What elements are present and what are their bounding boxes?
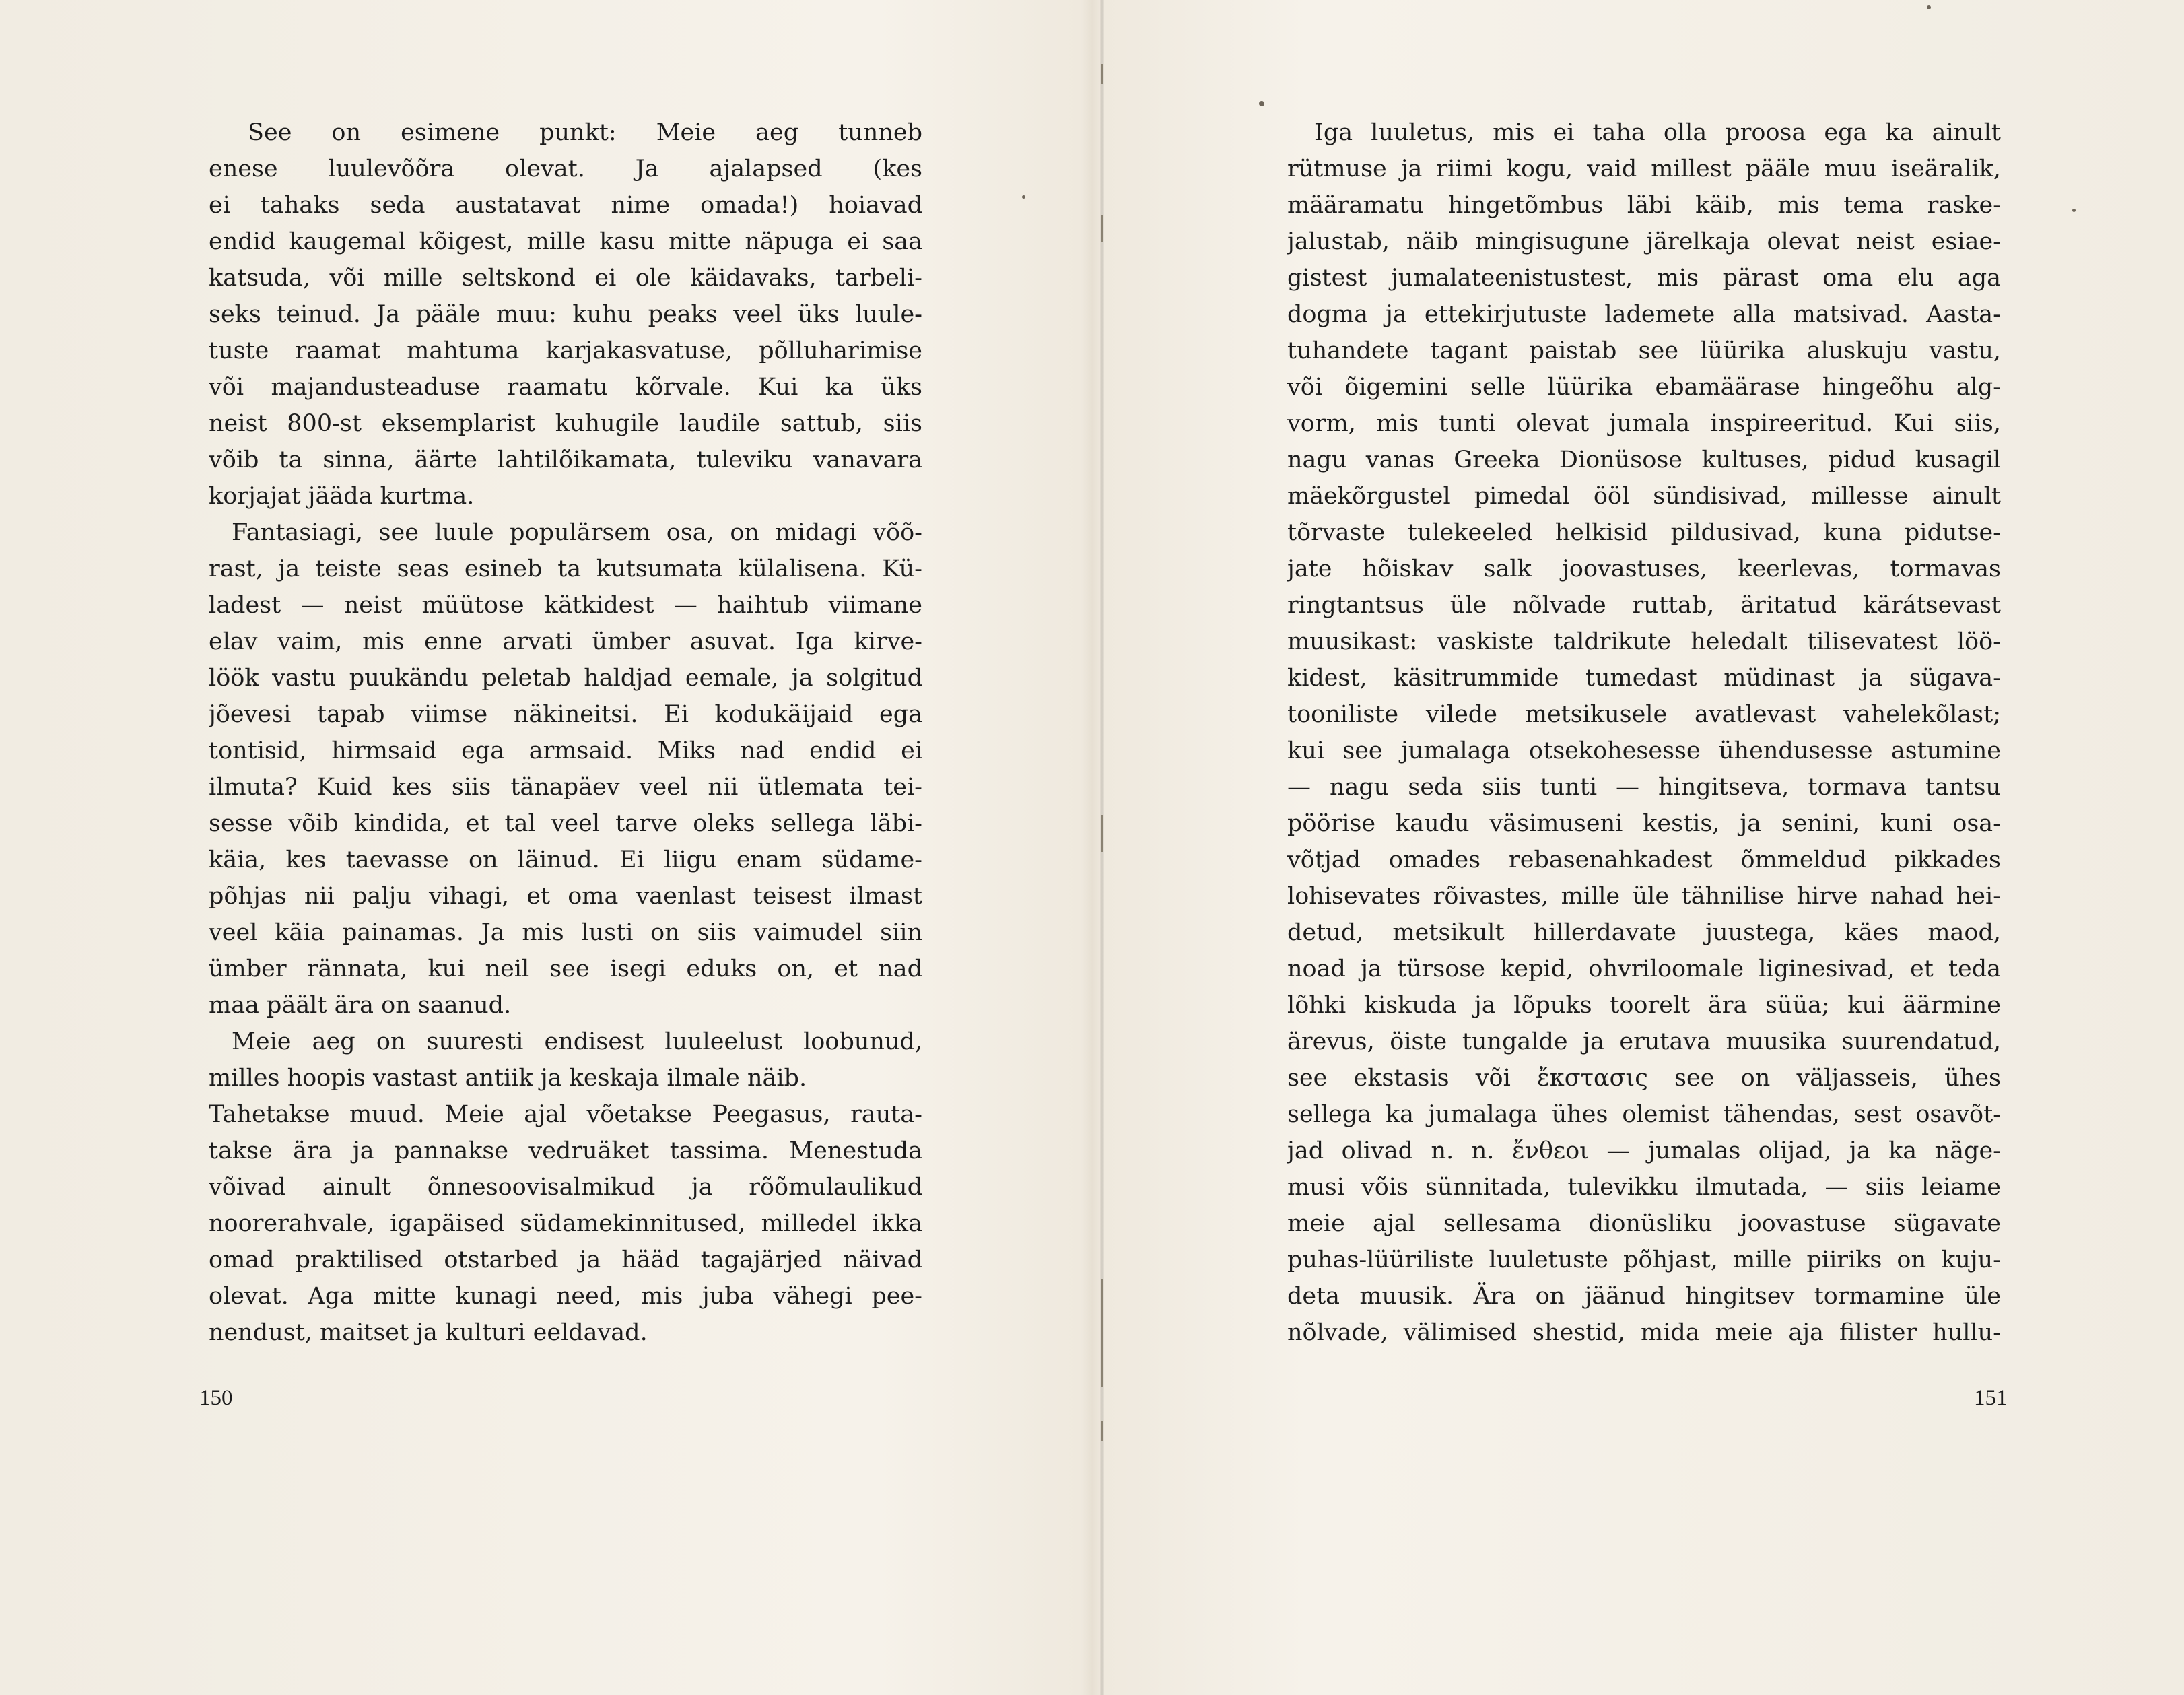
text-line: dogma ja ettekirjutuste lademete alla matsivad. Aasta- [1287, 301, 2001, 328]
text-line: olevat. Aga mitte kunagi need, mis juba vähegi pee- [209, 1283, 922, 1310]
text-line: neist 800-st eksemplarist kuhugile laudile sattub, siis [209, 410, 922, 437]
text-line: detud, metsikult hillerdavate juustega, käes maod, [1287, 919, 2001, 946]
binding-thread [1101, 815, 1103, 852]
text-line: vorm, mis tunti olevat jumala inspireeritud. Kui siis, [1287, 410, 2001, 437]
binding-thread [1101, 64, 1103, 84]
right-page-text [1287, 114, 2001, 1351]
text-line: jad olivad n. n. ἔνθεοι — jumalas olijad, ja ka näge- [1287, 1137, 2001, 1164]
text-line: takse ära ja pannakse vedruäket tassima. Menestuda [209, 1137, 922, 1164]
paper-speck [1259, 101, 1264, 106]
text-line: tuhandete tagant paistab see lüürika aluskuju vastu, [1287, 337, 2001, 364]
text-line: põhjas nii palju vihagi, et oma vaenlast teisest ilmast [209, 883, 922, 910]
text-line: jalustab, näib mingisugune järelkaja olevat neist esiae- [1287, 228, 2001, 255]
text-line: käia, kes taevasse on läinud. Ei liigu enam südame- [209, 846, 922, 873]
text-line: omad praktilised otstarbed ja hääd tagajärjed näivad [209, 1247, 922, 1273]
text-line: tuste raamat mahtuma karjakasvatuse, põlluharimise [209, 337, 922, 364]
text-line: seks teinud. Ja pääle muu: kuhu peaks veel üks luule- [209, 301, 922, 328]
text-line: nõlvade, välimised shestid, mida meie aja filister hullu- [1287, 1319, 2001, 1346]
paper-speck [1927, 5, 1931, 9]
text-line: ilmuta? Kuid kes siis tänapäev veel nii ütlemata tei- [209, 774, 922, 801]
text-line: sellega ka jumalaga ühes olemist tähendas, sest osavõt- [1287, 1101, 2001, 1128]
text-line: tontisid, hirmsaid ega armsaid. Miks nad endid ei [209, 737, 922, 764]
text-line: puhas-lüüriliste luuletuste põhjast, mille piiriks on kuju- [1287, 1247, 2001, 1273]
left-page-text [209, 114, 922, 1351]
text-line: nendust, maitset ja kulturi eeldavad. [209, 1319, 648, 1346]
text-line: enese luulevõõra olevat. Ja ajalapsed (kes [209, 156, 922, 182]
text-line: gistest jumalateenistustest, mis pärast oma elu aga [1287, 265, 2001, 292]
text-line: — nagu seda siis tunti — hingitseva, tormava tantsu [1287, 774, 2001, 801]
text-line: ladest — neist müütose kätkidest — haihtub viimane [209, 592, 922, 619]
text-line: Meie aeg on suuresti endisest luuleelust loobunud, [232, 1028, 922, 1055]
text-line: elav vaim, mis enne arvati ümber asuvat. Iga kirve- [209, 628, 922, 655]
text-line: võib ta sinna, äärte lahtilõikamata, tuleviku vanavara [209, 446, 922, 473]
text-line: ärevus, öiste tungalde ja erutava muusika suurendatud, [1287, 1028, 2001, 1055]
text-line: mäekõrgustel pimedal ööl sündisivad, millesse ainult [1287, 483, 2001, 510]
text-line: ümber rännata, kui neil see isegi eduks on, et nad [209, 956, 922, 983]
text-line: võivad ainult õnnesoovisalmikud ja rõõmulaulikud [209, 1174, 922, 1201]
text-line: ei tahaks seda austatavat nime omada!) hoiavad [209, 192, 922, 219]
text-line: määramatu hingetõmbus läbi käib, mis tema raske- [1287, 192, 2001, 219]
text-line: sesse võib kindida, et tal veel tarve oleks sellega läbi- [209, 810, 922, 837]
text-line: tõrvaste tulekeeled helkisid pildusivad, kuna pidutse- [1287, 519, 2001, 546]
text-line: ringtantsus üle nõlvade ruttab, äritatud kärátsevast [1287, 592, 2001, 619]
text-line: lohisevates rõivastes, mille üle tähnilise hirve nahad hei- [1287, 883, 2001, 910]
page-number-right: 151 [1974, 1386, 2008, 1410]
text-line: meie ajal sellesama dionüsliku joovastuse sügavate [1287, 1210, 2001, 1237]
text-line: See on esimene punkt: Meie aeg tunneb [248, 119, 922, 146]
text-line: veel käia painamas. Ja mis lusti on siis vaimudel siin [209, 919, 922, 946]
text-line: kui see jumalaga otsekohesesse ühendusesse astumine [1287, 737, 2001, 764]
text-line: milles hoopis vastast antiik ja keskaja ilmale näib. [209, 1065, 807, 1092]
text-line: või majandusteaduse raamatu kõrvale. Kui ka üks [209, 374, 922, 401]
paper-speck [1022, 195, 1025, 199]
text-line: deta muusik. Ära on jäänud hingitsev tormamine üle [1287, 1283, 2001, 1310]
binding-thread [1101, 215, 1103, 242]
text-line: rast, ja teiste seas esineb ta kutsumata külalisena. Kü- [209, 556, 922, 583]
paper-speck [2072, 209, 2076, 212]
text-line: see ekstasis või ἔκστασις see on väljasseis, ühes [1287, 1065, 2001, 1092]
text-line: Tahetakse muud. Meie ajal võetakse Peegasus, rauta- [209, 1101, 922, 1128]
text-line: võtjad omades rebasenahkadest õmmeldud pikkades [1287, 846, 2001, 873]
text-line: kidest, käsitrummide tumedast müdinast ja sügava- [1287, 665, 2001, 692]
text-line: nagu vanas Greeka Dionüsose kultuses, pidud kusagil [1287, 446, 2001, 473]
binding-thread [1101, 1421, 1103, 1441]
page-number-left: 150 [199, 1386, 233, 1410]
text-line: Iga luuletus, mis ei taha olla proosa ega ka ainult [1314, 119, 2001, 146]
text-line: jate hõiskav salk joovastuses, keerlevas, tormavas [1287, 556, 2001, 583]
text-line: Fantasiagi, see luule populärsem osa, on midagi võõ- [232, 519, 922, 546]
text-line: musi võis sünnitada, tulevikku ilmutada, — siis leiame [1287, 1174, 2001, 1201]
text-line: noad ja türsose kepid, ohvriloomale liginesivad, et teda [1287, 956, 2001, 983]
text-line: jõevesi tapab viimse näkineitsi. Ei kodukäijaid ega [209, 701, 922, 728]
binding-thread [1101, 1279, 1103, 1387]
text-line: või õigemini selle lüürika ebamäärase hingeõhu alg- [1287, 374, 2001, 401]
text-line: muusikast: vaskiste taldrikute heledalt tilisevatest löö- [1287, 628, 2001, 655]
text-line: lõhki kiskuda ja lõpuks toorelt ära süüa; kui äärmine [1287, 992, 2001, 1019]
text-line: endid kaugemal kõigest, mille kasu mitte näpuga ei saa [209, 228, 922, 255]
text-line: löök vastu puukändu peletab haldjad eemale, ja solgitud [209, 665, 922, 692]
text-line: pöörise kaudu väsimuseni kestis, ja senini, kuni osa- [1287, 810, 2001, 837]
text-line: katsuda, või mille seltskond ei ole käidavaks, tarbeli- [209, 265, 922, 292]
text-line: rütmuse ja riimi kogu, vaid millest pääle muu iseäralik, [1287, 156, 2001, 182]
text-line: noorerahvale, igapäised südamekinnitused, milledel ikka [209, 1210, 922, 1237]
text-line: korjajat jääda kurtma. [209, 483, 475, 510]
text-line: maa päält ära on saanud. [209, 992, 512, 1019]
text-line: tooniliste vilede metsikusele avatlevast vahelekõlast; [1287, 701, 2001, 728]
